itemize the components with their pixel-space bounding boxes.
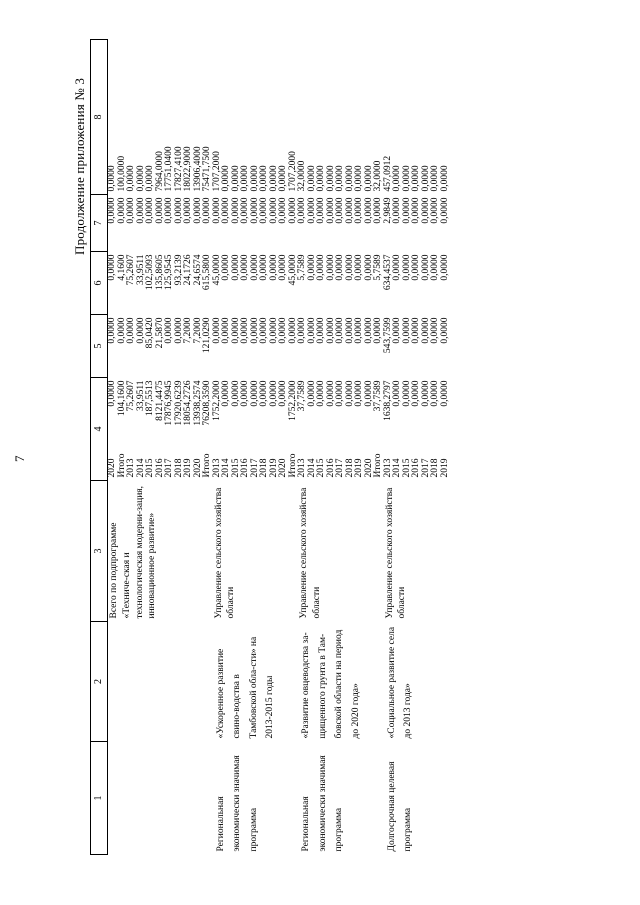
- responsible-executor: Управление сельского хозяйства области: [213, 487, 237, 619]
- appendix-label: Продолжение приложения № 3: [72, 77, 87, 255]
- amount-cell-col5: 0,0000: [373, 317, 383, 344]
- year-cell: 2013: [382, 458, 393, 478]
- amount-cell-col5: 0,0000: [259, 317, 269, 344]
- amount-cell-col8: 0,0000: [430, 165, 440, 192]
- amount-cell-col6: 5,7589: [373, 254, 383, 281]
- amount-cell-col4: 0,0000: [354, 380, 364, 407]
- amount-cell-col4: 8121,4475: [154, 380, 165, 421]
- amount-cell-col4: 187,5513: [145, 380, 155, 417]
- amount-cell-col5: 0,0000: [107, 317, 117, 344]
- amount-cell-col7: 0,0000: [249, 197, 260, 224]
- year-cell: 2015: [401, 458, 412, 478]
- amount-cell-col4: 0,0000: [392, 380, 402, 407]
- amount-cell-col6: 24,6574: [192, 254, 203, 286]
- year-cell: 2013: [297, 458, 307, 478]
- amount-cell-col5: 121,0290: [202, 317, 212, 354]
- year-cell: 2016: [240, 458, 250, 478]
- amount-cell-col7: 0,0000: [230, 197, 241, 224]
- program-name: [108, 622, 213, 742]
- amount-cell-col7: 0,0000: [363, 197, 374, 224]
- amount-cell-col5: 0,0000: [316, 317, 326, 344]
- amount-cell-col4: 0,0000: [335, 380, 345, 407]
- amount-cell-col5: 0,0000: [116, 317, 127, 344]
- amount-cell-col8: 0,0000: [306, 165, 317, 192]
- amount-cell-col8: 0,0000: [354, 165, 364, 192]
- col-number-8: 8: [91, 40, 108, 195]
- amount-cell-col7: 0,0000: [183, 197, 193, 224]
- col-number-1: 1: [91, 742, 108, 855]
- amount-cell-col4: 0,0000: [344, 380, 355, 407]
- amount-cell-col4: 37,7589: [373, 380, 383, 412]
- amount-cell-col7: 0,0000: [420, 197, 431, 224]
- amount-cell-col7: 0,0000: [164, 197, 174, 224]
- year-cell: 2016: [154, 458, 165, 478]
- responsible-executor: Управление сельского хозяйства области: [384, 487, 408, 619]
- amount-cell-col6: 615,5800: [202, 254, 212, 291]
- page-number: 7: [12, 455, 27, 462]
- amount-cell-col6: 0,0000: [344, 254, 355, 281]
- amount-cell-col7: 0,0000: [335, 197, 345, 224]
- year-cell: 2019: [183, 458, 193, 478]
- amount-cell-col4: 0,0000: [230, 380, 241, 407]
- col-number-5: 5: [91, 315, 108, 378]
- amount-cell-col7: 0,0000: [107, 197, 117, 224]
- col-number-3: 3: [91, 481, 108, 622]
- amount-cell-col4: 33,9511: [135, 380, 146, 412]
- amount-cell-col5: 0,0000: [230, 317, 241, 344]
- year-cell: 2017: [164, 458, 174, 478]
- amount-cell-col8: 75471,7500: [202, 146, 212, 192]
- amount-cell-col4: 0,0000: [316, 380, 326, 407]
- year-cell: 2019: [354, 458, 364, 478]
- amount-cell-col7: 0,0000: [373, 197, 383, 224]
- amount-cell-col8: 0,0000: [420, 165, 431, 192]
- amount-cell-col4: 0,0000: [363, 380, 374, 407]
- amount-cell-col5: 0,0000: [354, 317, 364, 344]
- amount-cell-col5: 0,0000: [211, 317, 222, 344]
- amount-cell-col8: 0,0000: [335, 165, 345, 192]
- year-cell: 2013: [211, 458, 222, 478]
- amount-cell-col7: 0,0000: [430, 197, 440, 224]
- amount-cell-col7: 0,0000: [306, 197, 317, 224]
- col-number-7: 7: [91, 195, 108, 252]
- amount-cell-col5: 21,5870: [154, 317, 165, 349]
- year-cell: 2017: [420, 458, 431, 478]
- amount-cell-col4: 0,0000: [268, 380, 279, 407]
- table-row: [108, 40, 118, 855]
- amount-cell-col4: 0,0000: [411, 380, 421, 407]
- year-cell: Итого: [287, 453, 298, 478]
- amount-cell-col7: 0,0000: [439, 197, 450, 224]
- year-cell: 2015: [230, 458, 241, 478]
- amount-cell-col4: 18054,2726: [183, 380, 193, 426]
- amount-cell-col7: 0,0000: [135, 197, 146, 224]
- amount-cell-col7: 0,0000: [325, 197, 336, 224]
- amount-cell-col8: 17751,0400: [164, 146, 174, 192]
- amount-cell-col7: 0,0000: [297, 197, 307, 224]
- amount-cell-col6: 0,0000: [107, 254, 117, 281]
- amount-cell-col5: 0,0000: [430, 317, 440, 344]
- amount-cell-col7: 0,0000: [211, 197, 222, 224]
- amount-cell-col5: 0,0000: [221, 317, 231, 344]
- amount-cell-col6: 45,0000: [211, 254, 222, 286]
- year-cell: 2015: [316, 458, 326, 478]
- amount-cell-col8: 0,0000: [259, 165, 269, 192]
- year-cell: 2014: [306, 458, 317, 478]
- amount-cell-col7: 0,0000: [145, 197, 155, 224]
- amount-cell-col7: 0,0000: [126, 197, 136, 224]
- year-cell: 2016: [325, 458, 336, 478]
- amount-cell-col7: 0,0000: [392, 197, 402, 224]
- program-type: Долгосрочная целевая программа: [386, 761, 414, 852]
- amount-cell-col4: 0,0000: [278, 380, 288, 407]
- amount-cell-col8: 0,0000: [249, 165, 260, 192]
- amount-cell-col8: 100,0000: [116, 155, 127, 192]
- amount-cell-col7: 0,0000: [116, 197, 127, 224]
- table-row: [213, 40, 223, 855]
- amount-cell-col4: 17876,9945: [164, 380, 174, 426]
- amount-cell-col6: 0,0000: [335, 254, 345, 281]
- amount-cell-col4: 0,0000: [439, 380, 450, 407]
- amount-cell-col5: 0,0000: [249, 317, 260, 344]
- amount-cell-col4: 0,0000: [420, 380, 431, 407]
- program-name: «Социальное развитие села до 2013 года»: [386, 626, 414, 739]
- amount-cell-col6: 0,0000: [439, 254, 450, 281]
- amount-cell-col5: 0,0000: [268, 317, 279, 344]
- amount-cell-col6: 24,1726: [183, 254, 193, 286]
- col-number-4: 4: [91, 378, 108, 481]
- amount-cell-col7: 0,0000: [221, 197, 231, 224]
- year-cell: 2018: [344, 458, 355, 478]
- amount-cell-col4: 13938,2574: [192, 380, 203, 426]
- responsible-executor: Управление сельского хозяйства области: [299, 487, 322, 619]
- amount-cell-col8: 0,0000: [278, 165, 288, 192]
- year-cell: 2014: [135, 458, 146, 478]
- amount-cell-col4: 37,7589: [297, 380, 307, 412]
- amount-cell-col5: 7,2000: [183, 317, 193, 344]
- program-type: Региональная экономически значимая программа: [215, 755, 259, 852]
- amount-cell-col8: 18022,9000: [183, 146, 193, 192]
- amount-cell-col8: 13906,4000: [192, 146, 203, 192]
- amount-cell-col5: 0,0000: [306, 317, 317, 344]
- amount-cell-col5: 0,0000: [278, 317, 288, 344]
- year-cell: 2018: [259, 458, 269, 478]
- year-cell: 2018: [173, 458, 184, 478]
- amount-cell-col5: 0,0000: [335, 317, 345, 344]
- amount-cell-col4: 17920,6239: [173, 380, 184, 426]
- amount-cell-col4: 76208,3590: [202, 380, 212, 426]
- amount-cell-col6: 0,0000: [392, 254, 402, 281]
- table-row: [384, 40, 394, 855]
- amount-cell-col4: 1752,2000: [287, 380, 298, 421]
- year-cell: 2014: [221, 458, 231, 478]
- year-cell: 2020: [107, 458, 117, 478]
- amount-cell-col6: 0,0000: [354, 254, 364, 281]
- amount-cell-col8: 0,0000: [316, 165, 326, 192]
- program-type: [108, 742, 213, 855]
- column-number-row: [91, 40, 108, 855]
- amount-cell-col8: 32,0000: [373, 160, 383, 192]
- year-cell: Итого: [202, 453, 212, 478]
- amount-cell-col6: 0,0000: [430, 254, 440, 281]
- amount-cell-col7: 0,0000: [202, 197, 212, 224]
- amount-cell-col7: 0,0000: [401, 197, 412, 224]
- amount-cell-col5: 0,0000: [344, 317, 355, 344]
- year-cell: 2019: [268, 458, 279, 478]
- amount-cell-col7: 0,0000: [173, 197, 184, 224]
- program-name: «Ускоренное развитие свино-водства в Тамбовской обла-сти» на 2013-2015 годы: [215, 636, 276, 739]
- amount-cell-col7: 0,0000: [154, 197, 165, 224]
- year-cell: 2020: [363, 458, 374, 478]
- amount-cell-col6: 634,4537: [382, 254, 393, 291]
- amount-cell-col6: 45,0000: [287, 254, 298, 286]
- amount-cell-col6: 0,0000: [259, 254, 269, 281]
- amount-cell-col6: 125,9545: [164, 254, 174, 291]
- year-cell: Итого: [373, 453, 383, 478]
- amount-cell-col5: 0,0000: [420, 317, 431, 344]
- year-cell: Итого: [116, 453, 127, 478]
- amount-cell-col6: 0,0000: [306, 254, 317, 281]
- responsible-executor: Всего по подпрограмме «Техниче-ская и технологическая модерни-зация, инновационное развитие»: [109, 485, 158, 619]
- amount-cell-col7: 2,9849: [382, 197, 393, 224]
- amount-cell-col5: 7,2000: [192, 317, 203, 344]
- amount-cell-col5: 0,0000: [240, 317, 250, 344]
- amount-cell-col6: 5,7589: [297, 254, 307, 281]
- year-cell: 2020: [192, 458, 203, 478]
- amount-cell-col8: 0,0000: [240, 165, 250, 192]
- amount-cell-col4: 1752,2000: [211, 380, 222, 421]
- amount-cell-col7: 0,0000: [240, 197, 250, 224]
- amount-cell-col4: 104,1600: [116, 380, 127, 417]
- amount-cell-col4: 0,0000: [221, 380, 231, 407]
- amount-cell-col7: 0,0000: [287, 197, 298, 224]
- amount-cell-col4: 0,0000: [430, 380, 440, 407]
- amount-cell-col5: 0,0000: [401, 317, 412, 344]
- amount-cell-col8: 0,0000: [411, 165, 421, 192]
- amount-cell-col6: 0,0000: [268, 254, 279, 281]
- amount-cell-col7: 0,0000: [411, 197, 421, 224]
- amount-cell-col4: 1638,2797: [382, 380, 393, 421]
- amount-cell-col6: 0,0000: [249, 254, 260, 281]
- year-cell: 2017: [335, 458, 345, 478]
- amount-cell-col6: 0,0000: [316, 254, 326, 281]
- amount-cell-col5: 0,0000: [135, 317, 146, 344]
- amount-cell-col6: 102,5093: [145, 254, 155, 291]
- year-cell: 2018: [430, 458, 440, 478]
- year-cell: 2014: [392, 458, 402, 478]
- year-cell: 2017: [249, 458, 260, 478]
- amount-cell-col4: 0,0000: [240, 380, 250, 407]
- amount-cell-col5: 0,0000: [173, 317, 184, 344]
- amount-cell-col6: 0,0000: [411, 254, 421, 281]
- amount-cell-col6: 0,0000: [221, 254, 231, 281]
- amount-cell-col7: 0,0000: [192, 197, 203, 224]
- amount-cell-col7: 0,0000: [268, 197, 279, 224]
- amount-cell-col8: 1707,2000: [211, 151, 222, 192]
- amount-cell-col8: 0,0000: [363, 165, 374, 192]
- amount-cell-col5: 0,0000: [297, 317, 307, 344]
- amount-cell-col5: 85,0420: [145, 317, 155, 349]
- amount-cell-col4: 0,0000: [259, 380, 269, 407]
- amount-cell-col6: 0,0000: [420, 254, 431, 281]
- amount-cell-col6: 4,1600: [116, 254, 127, 281]
- amount-cell-col8: 0,0000: [344, 165, 355, 192]
- table-body: [108, 40, 451, 855]
- amount-cell-col7: 0,0000: [344, 197, 355, 224]
- amount-cell-col5: 0,0000: [164, 317, 174, 344]
- amount-cell-col8: 0,0000: [221, 165, 231, 192]
- amount-cell-col5: 0,0000: [411, 317, 421, 344]
- amount-cell-col4: 0,0000: [107, 380, 117, 407]
- amount-cell-col5: 0,0000: [325, 317, 336, 344]
- amount-cell-col6: 0,0000: [363, 254, 374, 281]
- year-cell: 2020: [278, 458, 288, 478]
- amount-cell-col5: 0,0000: [392, 317, 402, 344]
- amount-cell-col5: 0,0000: [126, 317, 136, 344]
- amount-cell-col4: 0,0000: [401, 380, 412, 407]
- amount-cell-col6: 75,2607: [126, 254, 136, 286]
- amount-cell-col6: 0,0000: [278, 254, 288, 281]
- table-row: [298, 40, 308, 855]
- amount-cell-col5: 0,0000: [363, 317, 374, 344]
- amount-cell-col8: 0,0000: [126, 165, 136, 192]
- amount-cell-col5: 0,0000: [287, 317, 298, 344]
- amount-cell-col8: 7964,0000: [154, 151, 165, 192]
- amount-cell-col8: 0,0000: [230, 165, 241, 192]
- amount-cell-col6: 0,0000: [401, 254, 412, 281]
- amount-cell-col6: 0,0000: [230, 254, 241, 281]
- amount-cell-col4: 0,0000: [325, 380, 336, 407]
- amount-cell-col5: 543,7599: [382, 317, 393, 354]
- amount-cell-col8: 1707,2000: [287, 151, 298, 192]
- amount-cell-col6: 33,9511: [135, 254, 146, 286]
- year-cell: 2015: [145, 458, 155, 478]
- amount-cell-col8: 0,0000: [107, 165, 117, 192]
- budget-table: [90, 39, 450, 855]
- amount-cell-col8: 17827,4100: [173, 146, 184, 192]
- amount-cell-col8: 32,0000: [297, 160, 307, 192]
- amount-cell-col8: 457,0912: [382, 155, 393, 192]
- amount-cell-col7: 0,0000: [354, 197, 364, 224]
- amount-cell-col6: 135,8605: [154, 254, 165, 291]
- amount-cell-col4: 0,0000: [249, 380, 260, 407]
- year-cell: 2016: [411, 458, 421, 478]
- year-cell: 2019: [439, 458, 450, 478]
- amount-cell-col7: 0,0000: [259, 197, 269, 224]
- program-type: Региональная экономически значимая программа: [301, 755, 345, 852]
- amount-cell-col4: 0,0000: [306, 380, 317, 407]
- amount-cell-col7: 0,0000: [316, 197, 326, 224]
- amount-cell-col8: 0,0000: [439, 165, 450, 192]
- amount-cell-col7: 0,0000: [278, 197, 288, 224]
- amount-cell-col6: 0,0000: [240, 254, 250, 281]
- amount-cell-col8: 0,0000: [145, 165, 155, 192]
- amount-cell-col8: 0,0000: [135, 165, 146, 192]
- amount-cell-col8: 0,0000: [268, 165, 279, 192]
- amount-cell-col8: 0,0000: [325, 165, 336, 192]
- amount-cell-col8: 0,0000: [401, 165, 412, 192]
- amount-cell-col8: 0,0000: [392, 165, 402, 192]
- year-cell: 2013: [126, 458, 136, 478]
- amount-cell-col5: 0,0000: [439, 317, 450, 344]
- col-number-2: 2: [91, 622, 108, 742]
- program-name: «Развитие овцеводства за-щищенного грунта в Там-бовской области на период до 2020 года»: [301, 629, 361, 739]
- amount-cell-col6: 93,2139: [173, 254, 184, 286]
- amount-cell-col6: 0,0000: [325, 254, 336, 281]
- col-number-6: 6: [91, 252, 108, 315]
- amount-cell-col4: 75,2607: [126, 380, 136, 412]
